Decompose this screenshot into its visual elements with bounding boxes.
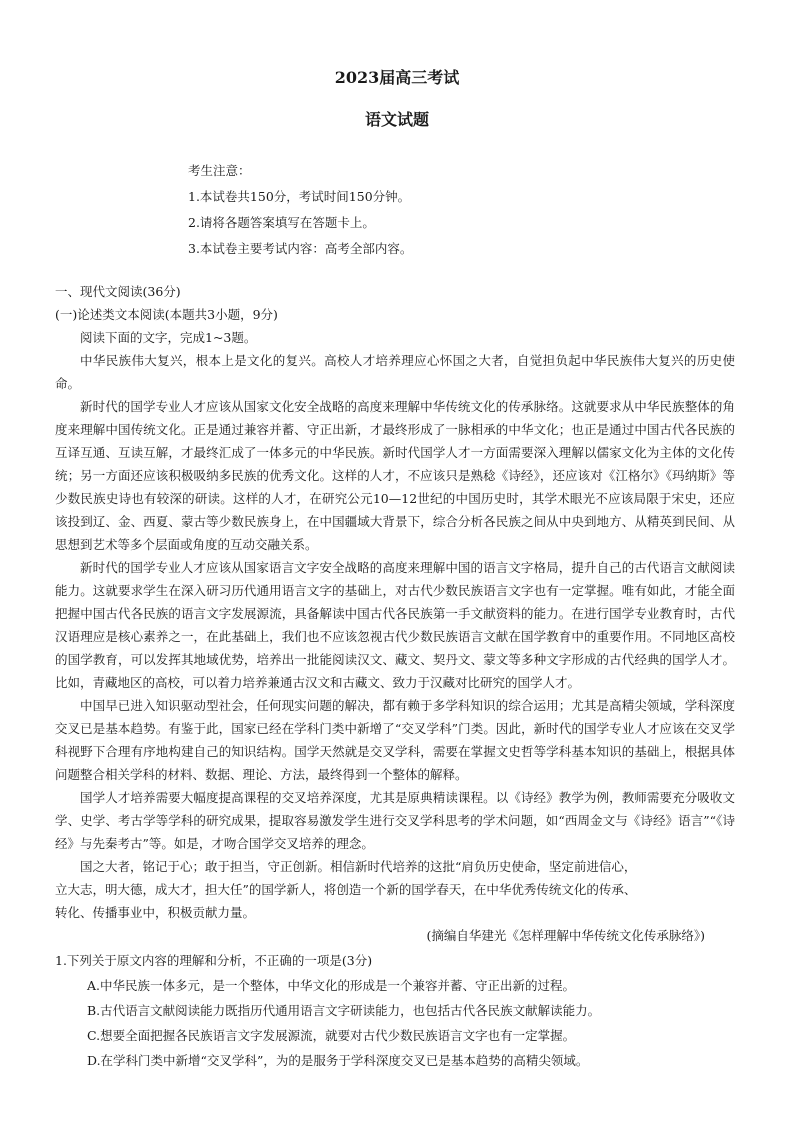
candidate-notice [188,158,748,262]
question-option-c: C.想要全面把握各民族语言文字发展源流，就要对古代少数民族语言文字也有一定掌握。 [87,1028,576,1043]
passage-paragraph: 国学人才培养需要大幅度提高课程的交叉培养深度，尤其是原典精读课程。以《诗经》教学为例，教师需要充分吸收文学、史学、考古学等学科的研究成果，提取容易激发学生进行交叉学科思考的学术问题，如“西周金文与《诗经》语言”“《诗经》与先秦考古”等。如是，才吻合国学交叉培养的理念。 [55,790,735,851]
section-subtitle: (一)论述类文本阅读(本题共3小题，9分) [55,307,278,322]
closing-line: 转化、传播事业中，积极贡献力量。 [55,905,256,920]
passage-paragraph: 新时代的国学专业人才应该从国家文化安全战略的高度来理解中华传统文化的传承脉络。这就要求从中华民族整体的角度来理解中国传统文化。正是通过兼容并蓄、守正出新，才最终形成了一脉相承的中华文化；也正是通过中国古代各民族的互译互通、互读互解，才最终汇成了一体多元的中华民族。新时代国学人才一方面需要深入理解以儒家文化为主体的文化传统；另一方面还应该积极吸纳多民族的优秀文化。这样的人才，不应该只是熟稔《诗经》，还应该对《江格尔》《玛纳斯》等少数民族史诗也有较深的研读。这样的人才，在研究公元10—12世纪的中国历史时，其学术眼光不应该局限于宋史，还应该投到辽、金、西夏、蒙古等少数民族身上，在中国疆域大背景下，综合分析各民族之间从中央到地方、从精英到民间、从思想到艺术等多个层面或角度的互动交融关系。 [55,399,735,552]
notice-item: 1.本试卷共150分，考试时间150分钟。 [188,189,411,204]
question-option-a: A.中华民族一体多元，是一个整体，中华文化的形成是一个兼容并蓄、守正出新的过程。 [87,978,576,993]
reading-instruction: 阅读下面的文字，完成1~3题。 [80,330,257,345]
notice-item: 3.本试卷主要考试内容：高考全部内容。 [188,241,413,256]
closing-line: 立大志，明大德，成大才，担大任”的国学新人，将创造一个新的国学春天，在中华优秀传统文化的传承、 [55,882,637,897]
notice-heading: 考生注意： [188,163,251,178]
closing-line: 国之大者，铭记于心；敢于担当，守正创新。相信新时代培养的这批“肩负历史使命，坚定前进信心， [80,859,637,874]
passage-paragraph: 中国早已进入知识驱动型社会，任何现实问题的解决，都有赖于多学科知识的综合运用；尤其是高精尖领域，学科深度交叉已是基本趋势。有鉴于此，国家已经在学科门类中新增了“交叉学科”门类。因此，新时代的国学专业人才应该在交叉学科视野下合理有序地构建自己的知识结构。国学天然就是交叉学科，需要在掌握文史哲等学科基本知识的基础上，根据具体问题整合相关学科的材料、数据、理论、方法，最终得到一个整体的解释。 [55,698,735,782]
passage-paragraph: 新时代的国学专业人才应该从国家语言文字安全战略的高度来理解中国的语言文字格局，提升自己的古代语言文献阅读能力。这就要求学生在深入研习历代通用语言文字的基础上，对古代少数民族语言文字也有一定掌握。唯有如此，才能全面把握中国古代各民族的语言文字发展源流，具备解读中国古代各民族第一手文献资料的能力。在进行国学专业教育时，古代汉语理应是核心素养之一，在此基础上，我们也不应该忽视古代少数民族语言文献在国学教育中的重要作用。不同地区高校的国学教育，可以发挥其地域优势，培养出一批能阅读汉文、藏文、契丹文、蒙文等多种文字形成的古代经典的国学人才。比如，青藏地区的高校，可以着力培养兼通古汉文和古藏文、致力于汉藏对比研究的国学人才。 [55,560,735,690]
question-stem: 1.下列关于原文内容的理解和分析，不正确的一项是(3分) [55,953,373,968]
question-option-b: B.古代语言文献阅读能力既指历代通用语言文字研读能力，也包括古代各民族文献解读能力。 [87,1003,601,1018]
question-option-d: D.在学科门类中新增“交叉学科”，为的是服务于学科深度交叉已是基本趋势的高精尖领域。 [87,1053,589,1068]
passage-source: (摘编自华建光《怎样理解中华传统文化传承脉络》) [426,928,705,943]
passage-paragraph: 中华民族伟大复兴，根本上是文化的复兴。高校人才培养理应心怀国之大者，自觉担负起中华民族伟大复兴的历史使命。 [55,353,735,391]
section-title: 一、现代文阅读(36分) [55,284,181,299]
exam-body [55,280,735,1072]
exam-title: 2023届高三考试 [334,68,460,87]
subject-title: 语文试题 [364,110,429,129]
notice-item: 2.请将各题答案填写在答题卡上。 [188,215,375,230]
